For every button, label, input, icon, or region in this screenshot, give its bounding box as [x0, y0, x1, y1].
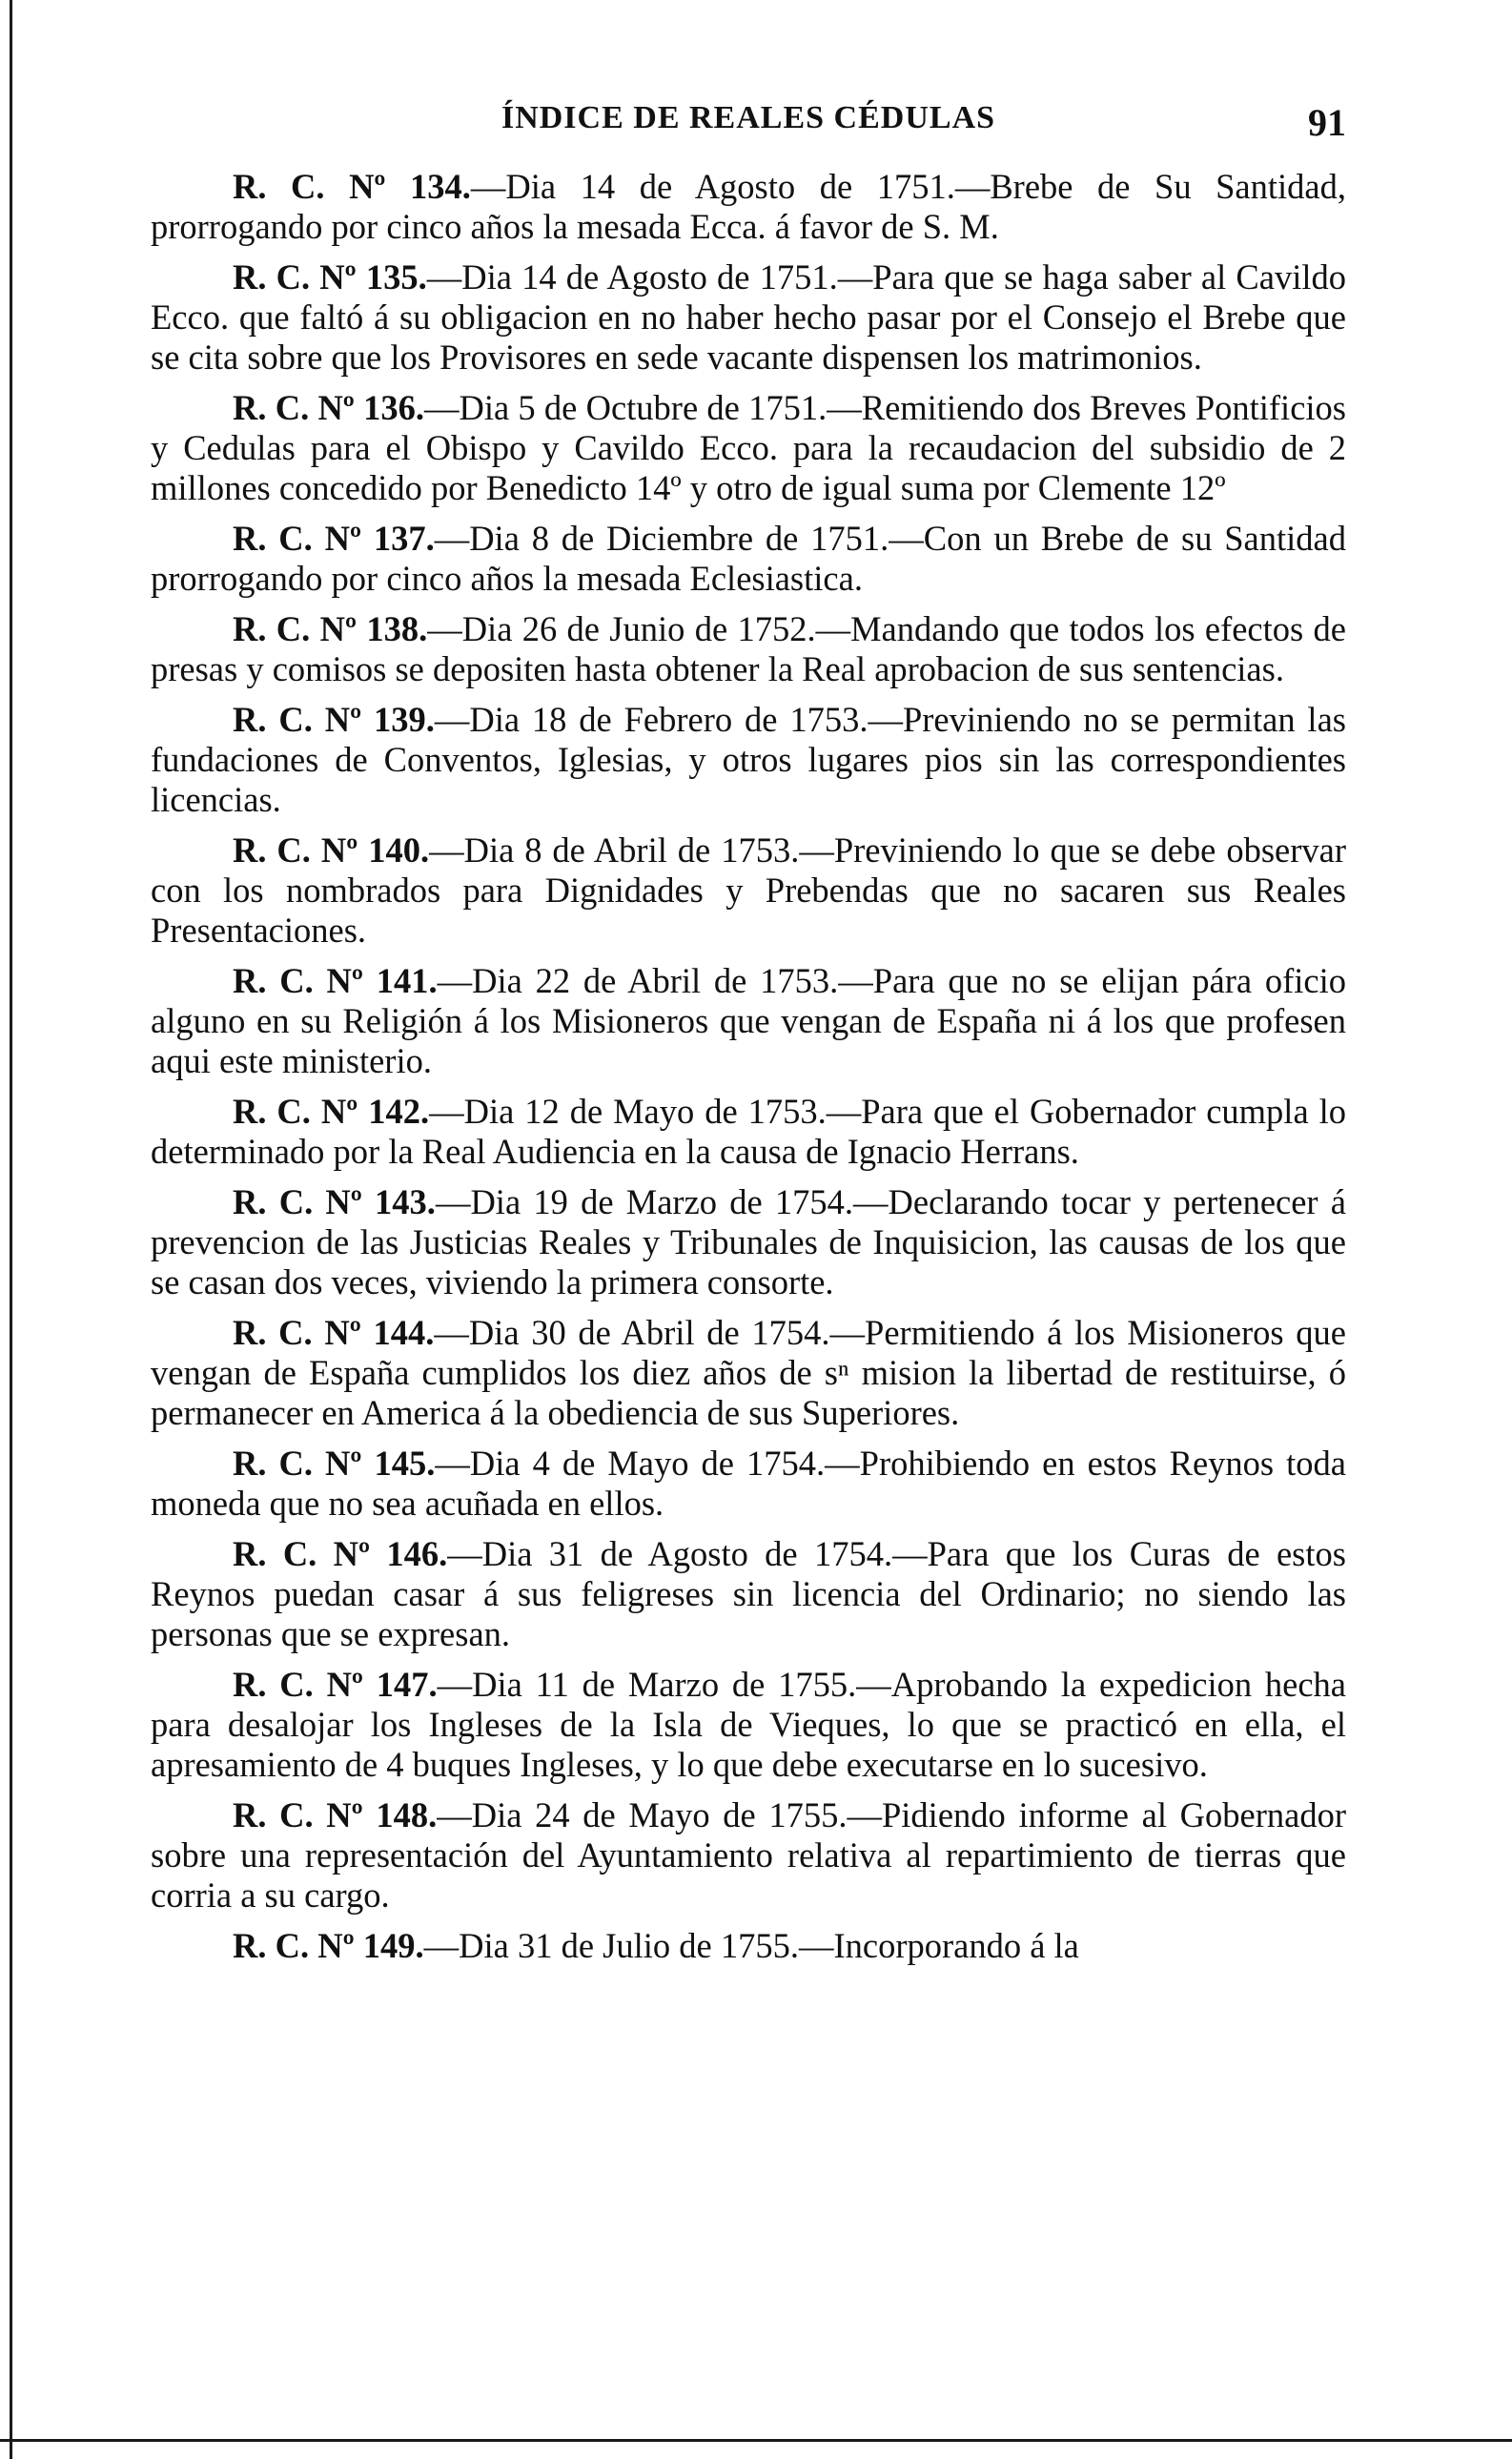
index-entry [151, 1092, 1346, 1172]
page-number: 91 [1308, 101, 1346, 144]
entry-reference: R. C. Nº 144. [233, 1313, 435, 1352]
entry-text: —Dia 14 de Agosto de 1751.—Brebe de Su Santidad, prorrogando por cinco años la mesada Ecca. á favor de S. M. [151, 167, 1346, 246]
entry-text: —Dia 22 de Abril de 1753.—Para que no se elijan pára oficio alguno en su Religión á los Misioneros que vengan de España ni á los que profesen aqui este ministerio. [151, 961, 1346, 1080]
index-entry [151, 1313, 1346, 1433]
index-entry [151, 388, 1346, 508]
index-entry [151, 1182, 1346, 1302]
page-title: ÍNDICE DE REALES CÉDULAS [501, 100, 996, 135]
entry-text: —Dia 26 de Junio de 1752.—Mandando que todos los efectos de presas y comisos se depositen hasta obtener la Real aprobacion de sus sentencias. [151, 609, 1346, 688]
entry-reference: R. C. Nº 146. [233, 1534, 448, 1573]
index-entry [151, 1534, 1346, 1654]
index-body [151, 167, 1346, 1977]
index-entry [151, 961, 1346, 1081]
entry-text: —Dia 31 de Julio de 1755.—Incorporando á la [423, 1926, 1079, 1965]
index-entry [151, 609, 1346, 689]
index-entry [151, 1795, 1346, 1916]
running-header [151, 100, 1346, 157]
entry-text: —Dia 8 de Abril de 1753.—Previniendo lo que se debe observar con los nombrados para Dignidades y Prebendas que no sacaren sus Reales Presentaciones. [151, 830, 1346, 950]
entry-text: —Dia 19 de Marzo de 1754.—Declarando tocar y pertenecer á prevencion de las Justicias Reales y Tribunales de Inquisicion, las causas de los que se casan dos veces, viviendo la primera consorte. [151, 1182, 1346, 1301]
index-entry [151, 257, 1346, 378]
entry-reference: R. C. Nº 149. [233, 1926, 424, 1965]
entry-reference: R. C. Nº 143. [233, 1182, 436, 1221]
entry-reference: R. C. Nº 148. [233, 1795, 438, 1834]
entry-text: —Dia 4 de Mayo de 1754.—Prohibiendo en estos Reynos toda moneda que no sea acuñada en ellos. [151, 1444, 1346, 1523]
index-entry [151, 700, 1346, 820]
entry-reference: R. C. Nº 142. [233, 1092, 430, 1131]
entry-text: —Dia 14 de Agosto de 1751.—Para que se haga saber al Cavildo Ecco. que faltó á su obligacion en no haber hecho pasar por el Consejo el Brebe que se cita sobre que los Provisores en sede vacante dispensen los matrimonios. [151, 257, 1346, 377]
entry-reference: R. C. Nº 147. [233, 1665, 438, 1704]
index-entry [151, 830, 1346, 951]
entry-text: —Dia 5 de Octubre de 1751.—Remitiendo dos Breves Pontificios y Cedulas para el Obispo y Cavildo Ecco. para la recaudacion del subsidio de 2 millones concedido por Benedicto 14º y otro de igual suma por Clemente 12º [151, 388, 1346, 507]
entry-reference: R. C. Nº 138. [233, 609, 428, 648]
entry-text: —Dia 30 de Abril de 1754.—Permitiendo á los Misioneros que vengan de España cumplidos los diez años de sⁿ mision la libertad de restituirse, ó permanecer en America á la obediencia de sus Superiores. [151, 1313, 1346, 1432]
entry-text: —Dia 18 de Febrero de 1753.—Previniendo no se permitan las fundaciones de Conventos, Iglesias, y otros lugares pios sin las correspondientes licencias. [151, 700, 1346, 819]
index-entry [151, 1926, 1346, 1966]
entry-reference: R. C. Nº 137. [233, 519, 435, 558]
entry-reference: R. C. Nº 145. [233, 1444, 436, 1483]
entry-reference: R. C. Nº 139. [233, 700, 435, 739]
bottom-rule [0, 2439, 1512, 2442]
index-entry [151, 1444, 1346, 1524]
entry-reference: R. C. Nº 141. [233, 961, 438, 1000]
index-entry [151, 519, 1346, 599]
entry-text: —Dia 24 de Mayo de 1755.—Pidiendo informe al Gobernador sobre una representación del Ayuntamiento relativa al repartimiento de tierras que corria a su cargo. [151, 1795, 1346, 1915]
index-entry [151, 1665, 1346, 1785]
entry-reference: R. C. Nº 140. [233, 830, 430, 870]
entry-reference: R. C. Nº 134. [233, 167, 471, 206]
left-margin-rule [10, 0, 12, 2459]
entry-text: —Dia 12 de Mayo de 1753.—Para que el Gobernador cumpla lo determinado por la Real Audiencia en la causa de Ignacio Herrans. [151, 1092, 1346, 1171]
entry-reference: R. C. Nº 135. [233, 257, 427, 297]
entry-text: —Dia 31 de Agosto de 1754.—Para que los Curas de estos Reynos puedan casar á sus feligreses sin licencia del Ordinario; no siendo las personas que se expresan. [151, 1534, 1346, 1653]
entry-text: —Dia 11 de Marzo de 1755.—Aprobando la expedicion hecha para desalojar los Ingleses de la Isla de Vieques, lo que se practicó en ella, el apresamiento de 4 buques Ingleses, y lo que debe executarse en lo sucesivo. [151, 1665, 1346, 1784]
entry-reference: R. C. Nº 136. [233, 388, 424, 427]
index-entry [151, 167, 1346, 247]
entry-text: —Dia 8 de Diciembre de 1751.—Con un Brebe de su Santidad prorrogando por cinco años la mesada Eclesiastica. [151, 519, 1346, 598]
